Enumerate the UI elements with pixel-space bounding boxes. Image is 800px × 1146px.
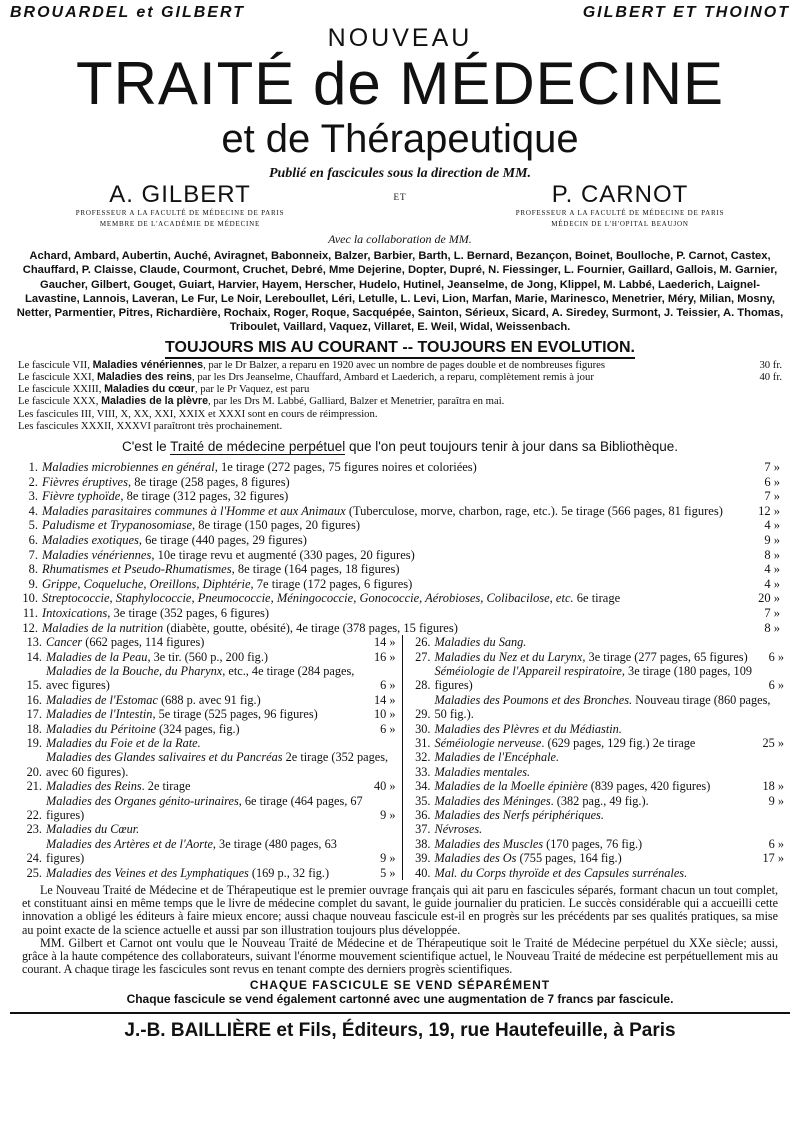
toc-item [20,707,396,721]
toc-title: Maladies microbiennes en général [42,460,215,474]
toc-title: Névroses. [434,822,483,837]
toc-details: , 6e tirage (464 pages, 67 figures) [46,793,363,822]
toc-title: Maladies de l'Intestin [46,707,153,722]
toc-text [46,722,376,736]
toc-item [409,664,785,693]
toc-number: 9. [28,576,38,591]
toc-text [435,650,765,664]
toc-number: 8. [28,562,38,577]
cest-pre: C'est le [121,439,171,454]
toc-details: (839 pages, 420 figures) [587,779,711,794]
fascicule-pre: Le fascicule XXI, [18,370,97,383]
toc-price: 9 » [380,808,396,822]
toc-price: 9 » [764,532,780,547]
toc-number: 15. [26,678,42,693]
toc-item [409,866,785,880]
toc-right-column [403,635,785,880]
toc-details: . (382 pag., 49 fig.). [550,793,649,808]
toc-number: 32. [415,750,431,765]
toc-details: (662 pages, 114 figures) [82,635,205,650]
toc-text [435,779,759,793]
fascicule-note [18,359,782,371]
toc-item [20,837,396,866]
director-title: PROFESSEUR A LA FACULTÉ DE MÉDECINE DE PARIS [515,209,725,217]
toc-price: 6 » [768,836,784,851]
toc-title: Maladies des Plèvres et du Médiastin. [434,721,622,736]
toc-title: Maladies de la Bouche, du Pharynx [46,663,223,678]
toc-number: 28. [415,678,431,693]
toc-text [46,794,376,823]
toc-price: 4 » [764,562,780,577]
toc-number: 5. [28,518,38,533]
toc-number: 20. [26,764,42,779]
toc-text [46,635,370,649]
toc-price: 6 » [380,721,396,736]
fascicule-pre: Le fascicule XXX, [18,395,102,408]
toc-details: , 3e tirage (277 pages, 65 figures) [582,649,748,664]
toc-item [28,489,780,504]
director-name: P. CARNOT [551,181,689,208]
toc-details: , 8e tirage (258 pages, 8 figures) [127,474,290,489]
toc-price: 6 » [768,678,784,693]
header-authors [10,4,790,26]
toc-details: . (629 pages, 129 fig.) 2e tirage [541,735,696,750]
toc-details: , 7e tirage (172 pages, 6 figures) [250,576,413,591]
fascicule-title: Maladies du cœur [104,383,195,396]
toc-item [28,518,780,533]
toc-text [46,664,376,693]
toc-item [28,532,780,548]
collab-label: Avec la collaboration de MM. [328,232,472,246]
toc-title: Fièvre typhoïde [42,489,121,504]
toc-text [42,562,760,577]
toc-details: 6e tirage [573,591,621,606]
toc-price: 6 » [768,649,784,664]
toc-item [409,635,785,649]
toc-title: Streptococcie, Staphylococcie, Pneumococcie, Méningococcie, Gonococcie, Aérobioses, Colibacilose, etc. [42,591,574,606]
toc-price: 9 » [380,851,396,866]
toc-number: 25. [26,865,42,880]
nouveau-heading: NOUVEAU [327,24,473,52]
toc-price: 18 » [762,779,784,794]
fascicule-note [18,371,782,383]
fascicule-text [18,383,309,395]
toc-text [46,650,370,664]
fascicule-text [18,371,594,383]
toc-item [409,765,785,779]
toc-item [20,693,396,707]
toc-title: Maladies exotiques [42,532,139,547]
toc-title: Maladies de la Peau [46,649,148,664]
toc-title: Paludisme et Trypanosomiase [42,518,192,533]
toc-item [20,794,396,823]
toc-item [409,650,785,664]
toc-details: , 3e tirage (352 pages, 6 figures) [107,605,270,620]
toc-details: (170 pages, 76 fig.) [543,836,643,851]
toc-price: 6 » [764,474,780,489]
toc-title: Maladies de la nutrition [42,620,164,635]
chaque-cartonne: Chaque fascicule se vend également cartonné avec une augmentation de 7 francs par fascicule. [126,992,674,1007]
toc-price: 8 » [764,547,780,562]
toc-details: , 8e tirage (312 pages, 32 figures) [120,489,289,504]
toc-number: 16. [26,692,42,707]
toc-number: 33. [415,764,431,779]
toc-text [435,794,765,808]
toc-number: 39. [415,851,431,866]
toc-title: Fièvres éruptives [42,474,128,489]
toc-text [46,822,396,836]
toc-item [28,503,780,519]
toc-text [46,707,370,721]
toc-text [42,504,754,519]
fascicule-note [18,420,782,432]
toc-item [28,460,780,475]
toc-title: Maladies des Reins [46,779,142,794]
toc-title: Maladies de l'Encéphale. [434,750,560,765]
toc-details: (diabète, goutte, obésité), 4e tirage (378 pages, 15 figures) [163,620,458,635]
fascicule-post: , par le Pr Vaquez, est paru [194,383,310,396]
fascicule-title: Maladies de la plèvre [101,395,209,408]
toc-number: 3. [28,489,38,504]
toc-columns [20,635,784,880]
toc-price: 14 » [373,692,396,707]
toc-title: Maladies du Foie et de la Rate. [46,735,201,750]
toujours-banner [10,339,790,357]
traite-title: TRAITÉ de MÉDECINE [75,50,725,117]
fascicule-note [18,408,782,420]
toc-text [435,693,785,722]
toc-text [46,750,396,779]
toc-number: 14. [26,649,42,664]
toc-details: , 3e tirage (180 pages, 109 figures) [434,663,752,693]
toc-title: Maladies des Muscles [434,836,544,851]
toc-price: 16 » [373,649,396,664]
toc-item [409,808,785,822]
toc-item [20,664,396,693]
fascicule-pre: Les fascicules III, VIII, X, XX, XXI, XXIX et XXXI sont en cours de réimpression. [18,407,378,420]
fascicule-text [18,420,282,432]
toc-title: Maladies mentales. [434,764,531,779]
toc-title: Maladies de la Moelle épinière [434,779,588,794]
toc-number: 6. [28,532,38,547]
fascicule-pre: Le fascicule VII, [18,358,93,371]
toc-text [42,577,760,592]
toc-title: Maladies du Sang. [434,635,527,650]
toc-price: 17 » [762,851,784,866]
right-authors: GILBERT ET THOINOT [582,4,790,21]
collaborators-list: Achard, Ambard, Aubertin, Auché, Aviragnet, Babonneix, Balzer, Barbier, Barth, L. Bernard, Bezançon, Boinet, Boulloche, P. Carnot, Castex, Chauffard, P. Claisse, Claude, Courmont, Cruchet, Debré, Mme Dejerine, Dopter, Dupré, N. Fiessinger, L. Fournier, Gaillard, Gallois, M. Garnier, Gaucher, Gilbert, Gouget, Guiart, Harvier, Hayem, Herscher, Hudelo, Hutinel, Jeanselme, de Jong, Klippel, M. Labbé, Laederich, Laignel-Lavastine, Lannois, Laveran, Le Fur, Le Noir, Lereboullet, Léri, Letulle, L. Levi, Lion, Marfan, Marie, Marinesco, Menetrier, Méry, Milian, Mosny, Netter, Parmentier, Pitres, Richardière, Rochaix, Roger, Roque, Sacquépée, Sainton, Sérieux, Sicard, A. Siredey, Surmont, J. Teissier, A. Thomas, Triboulet, Vaillard, Vaquez, Villaret, E. Weil, Widal, Weissenbach. [16,250,784,334]
toc-number: 1. [28,460,38,474]
toc-title: Maladies du Péritoine [46,721,156,736]
toc-title: Maladies des Veines et des Lymphatiques [46,865,249,880]
toc-item [22,591,780,606]
publisher-footer: J.-B. BAILLIÈRE et Fils, Éditeurs, 19, rue Hautefeuille, à Paris [10,1012,790,1042]
toc-item [409,736,785,750]
toc-price: 14 » [373,635,396,650]
director-left [20,182,340,230]
toc-number: 34. [415,779,431,794]
fascicule-note [18,395,782,407]
fascicule-pre: Le fascicule XXIII, [18,383,105,396]
fascicule-price: 40 fr. [759,370,782,383]
toc-title: Maladies du Nez et du Larynx [434,649,583,664]
toc-number: 26. [415,635,431,650]
toc-text [46,736,396,750]
toc-text [435,765,785,779]
toc-text [435,635,785,649]
toc-details: , 8e tirage (150 pages, 20 figures) [192,518,360,533]
toc-number: 29. [415,707,431,722]
toc-item [22,605,780,621]
toc-title: Maladies des Organes génito-urinaires [46,793,239,808]
toc-number: 10. [22,591,38,606]
toc-title: Intoxications [42,605,108,620]
toc-item [409,750,785,764]
toc-number: 30. [415,721,431,736]
toc-details: , 10e tirage revu et augmenté (330 pages, 20 figures) [151,547,415,562]
paragraph-perpetuel: MM. Gilbert et Carnot ont voulu que le Nouveau Traité de Médecine et de Thérapeutique soit le Traité de Médecine perpétuel du XXe siècle; aussi, grâce à la haute compétence des collaborateurs, suivant l'énorme mouvement scientifique actuel, le Nouveau Traité de médecine est perpétuellement mis au courant. A chaque tirage les fascicules sont revus en tenant compte des derniers progrès scientifiques. [22,935,778,977]
toc-number: 18. [26,721,42,736]
toc-item [409,794,785,808]
toc-text [42,548,760,563]
toc-item [409,779,785,793]
toc-details: , 6e tirage (440 pages, 29 figures) [138,532,307,547]
fascicule-note [18,383,782,395]
toc-title: Séméiologie nerveuse [434,735,542,750]
toc-details: (688 p. avec 91 fig.) [157,692,261,707]
toc-details: (Tuberculose, morve, charbon, rage, etc.). 5e tirage (566 pages, 81 figures) [345,503,723,518]
toc-number: 38. [415,836,431,851]
toc-details: (324 pages, fig.) [155,721,240,736]
toc-title: Maladies parasitaires communes à l'Homme et aux Animaux [42,503,346,518]
toc-number: 4. [28,503,38,518]
toc-text [435,866,785,880]
fascicules-notes [18,359,782,432]
toc-item [20,779,396,793]
toc-price: 25 » [762,735,784,750]
toc-price: 12 » [758,503,780,518]
toc-text [46,779,370,793]
paragraph-intro: Le Nouveau Traité de Médecine et de Thérapeutique est le premier ouvrage français qui ait paru en fascicules séparés, formant chacun un tout complet, et constituant ainsi en même temps que le livre de médecine complet du savant, le guide journalier du praticien. Le succès considérable qui a accueilli cette innovation a obligé les éditeurs à faire mieux encore; aussi chaque nouveau fascicule est-il en progrès sur les précédents par ses qualités pratiques, sa mise au point exacte de la science actuelle et aussi par son illustration toujours plus développée. [22,883,778,937]
toc-number: 13. [26,635,42,650]
et-connector: ET [393,192,407,202]
toc-item [409,722,785,736]
toc-text [46,866,376,880]
fascicule-post: , par les Drs M. Labbé, Galliard, Balzer et Menetrier, paraîtra en mai. [208,395,505,408]
fascicule-title: Maladies des reins [96,370,192,383]
toc-price: 7 » [764,605,780,620]
toc-title: Maladies des Artères et de l'Aorte [46,836,213,851]
toc-number: 21. [26,779,42,794]
chaque-separement: CHAQUE FASCICULE SE VEND SÉPARÉMENT [249,978,551,993]
toc-number: 7. [28,547,38,562]
director-title: PROFESSEUR A LA FACULTÉ DE MÉDECINE DE PARIS [75,209,285,217]
director-name: A. GILBERT [109,181,251,208]
toc-details: , 3e tirage (480 pages, 63 figures) [46,836,337,866]
toc-item [20,635,396,649]
toc-price: 8 » [764,620,780,635]
toc-title: Mal. du Corps thyroïde et des Capsules surrénales. [434,865,688,880]
toc-text [435,722,785,736]
fascicule-post: , par les Drs Jeanselme, Chauffard, Ambard et Laederich, a reparu, complètement remis à jour [191,370,594,383]
toc-details: , 1e tirage (272 pages, 75 figures noires et coloriées) [214,460,477,474]
toc-item [28,576,780,592]
toc-item [20,722,396,736]
toc-title: Maladies de l'Estomac [46,692,158,707]
toc-text [435,808,785,822]
toc-text [46,693,370,707]
therapeutique-title: et de Thérapeutique [221,117,579,161]
toc-text [42,533,760,548]
cest-post: que l'on peut toujours tenir à jour dans sa Bibliothèque. [345,439,679,454]
toc-number: 12. [22,620,38,635]
toc-item [20,750,396,779]
toc-number: 35. [415,793,431,808]
toc-text [435,736,759,750]
toc-details: 2e tirage (352 pages, avec 60 figures). [46,750,389,779]
toc-title: Maladies du Cœur. [46,822,140,837]
fascicule-text [18,359,605,371]
toc-price: 4 » [764,576,780,591]
toc-number: 40. [415,865,431,880]
toc-number: 36. [415,808,431,822]
toc-details: , 8e tirage (164 pages, 18 figures) [231,562,400,577]
toc-title: Maladies des Poumons et des Bronches. [434,692,633,707]
toc-number: 37. [415,822,431,837]
toc-number: 17. [26,707,42,722]
toc-details: , etc., 4e tirage (284 pages, avec figures) [46,663,355,693]
toc-title: Maladies vénériennes [42,547,152,562]
toc-item [20,822,396,836]
fascicule-price: 30 fr. [759,358,782,371]
fascicule-text [18,395,504,407]
toc-item [20,736,396,750]
toc-details: , 5e tirage (525 pages, 96 figures) [152,707,318,722]
toc-details: , 3e tir. (560 p., 200 fig.) [147,649,268,664]
toc-item [20,866,396,880]
cest-underlined: Traité de médecine perpétuel [170,439,346,454]
toc-price: 4 » [764,518,780,533]
toc-price: 9 » [768,793,784,808]
toc-title: Séméiologie de l'Appareil respiratoire [434,663,622,678]
toc-title: Cancer [46,635,83,650]
toc-item [409,693,785,722]
toc-text [42,460,760,475]
toc-text [42,621,760,636]
toujours-text: TOUJOURS MIS AU COURANT -- TOUJOURS EN EVOLUTION. [165,339,635,359]
director-title: MÉDECIN DE L'H'OPITAL BEAUJON [551,220,689,228]
toc-details: . 2e tirage [141,779,191,794]
toc-details: (169 p., 32 fig.) [248,865,330,880]
toc-number: 24. [26,851,42,866]
toc-price: 10 » [373,707,396,722]
toc-text [435,837,765,851]
toc-price: 20 » [758,591,780,606]
fascicule-post: , par le Dr Balzer, a reparu en 1920 avec un nombre de pages double et de nombreuses figures [203,358,606,371]
toc-number: 22. [26,808,42,822]
director-title: MEMBRE DE L'ACADÉMIE DE MÉDECINE [99,220,261,228]
toc-text [42,518,760,533]
toc-item [409,837,785,851]
toc-title: Grippe, Coqueluche, Oreillons, Diphtérie [42,576,251,591]
toc-price: 7 » [764,460,780,474]
toc-item [22,620,780,636]
toc-title: Rhumatismes et Pseudo-Rhumatismes [42,562,232,577]
toc-full-width [22,460,780,635]
directors [20,182,780,230]
toc-text [435,664,765,693]
toc-left-column [20,635,403,880]
fascicule-pre: Les fascicules XXXII, XXXVI paraîtront très prochainement. [18,419,283,432]
toc-number: 31. [415,735,431,750]
toc-text [42,489,760,504]
toc-text [435,750,785,764]
toc-number: 23. [26,822,42,837]
toc-item [409,822,785,836]
toc-details: (755 pages, 164 fig.) [516,851,622,866]
toc-title: Maladies des Nerfs périphériques. [434,808,604,822]
toc-price: 40 » [373,779,396,794]
director-right [460,182,780,230]
toc-text [42,606,760,621]
toc-price: 6 » [380,678,396,693]
toc-price: 5 » [380,865,396,880]
toc-title: Maladies des Glandes salivaires et du Pancréas [46,750,283,765]
toc-title: Maladies des Os [434,851,517,866]
left-authors: BROUARDEL et GILBERT [10,4,245,21]
toc-details: Nouveau tirage (860 pages, 50 fig.). [434,692,771,722]
toc-number: 2. [28,474,38,489]
fascicule-text [18,408,378,420]
toc-text [42,591,754,606]
toc-title: Maladies des Méninges [434,793,551,808]
toc-text [42,475,760,490]
cest-line [10,439,790,454]
toc-item [28,547,780,563]
toc-item [409,851,785,865]
toc-number: 19. [26,735,42,750]
toc-price: 7 » [764,489,780,504]
fascicule-title: Maladies vénériennes [92,358,204,371]
toc-text [435,851,759,865]
publie-line: Publié en fascicules sous la direction de MM. [268,166,532,181]
advertisement-page [10,0,790,1144]
toc-number: 11. [22,605,38,620]
toc-text [435,822,785,836]
toc-text [46,837,376,866]
toc-item [28,562,780,577]
toc-number: 27. [415,649,431,664]
toc-item [20,650,396,664]
toc-item [28,474,780,490]
